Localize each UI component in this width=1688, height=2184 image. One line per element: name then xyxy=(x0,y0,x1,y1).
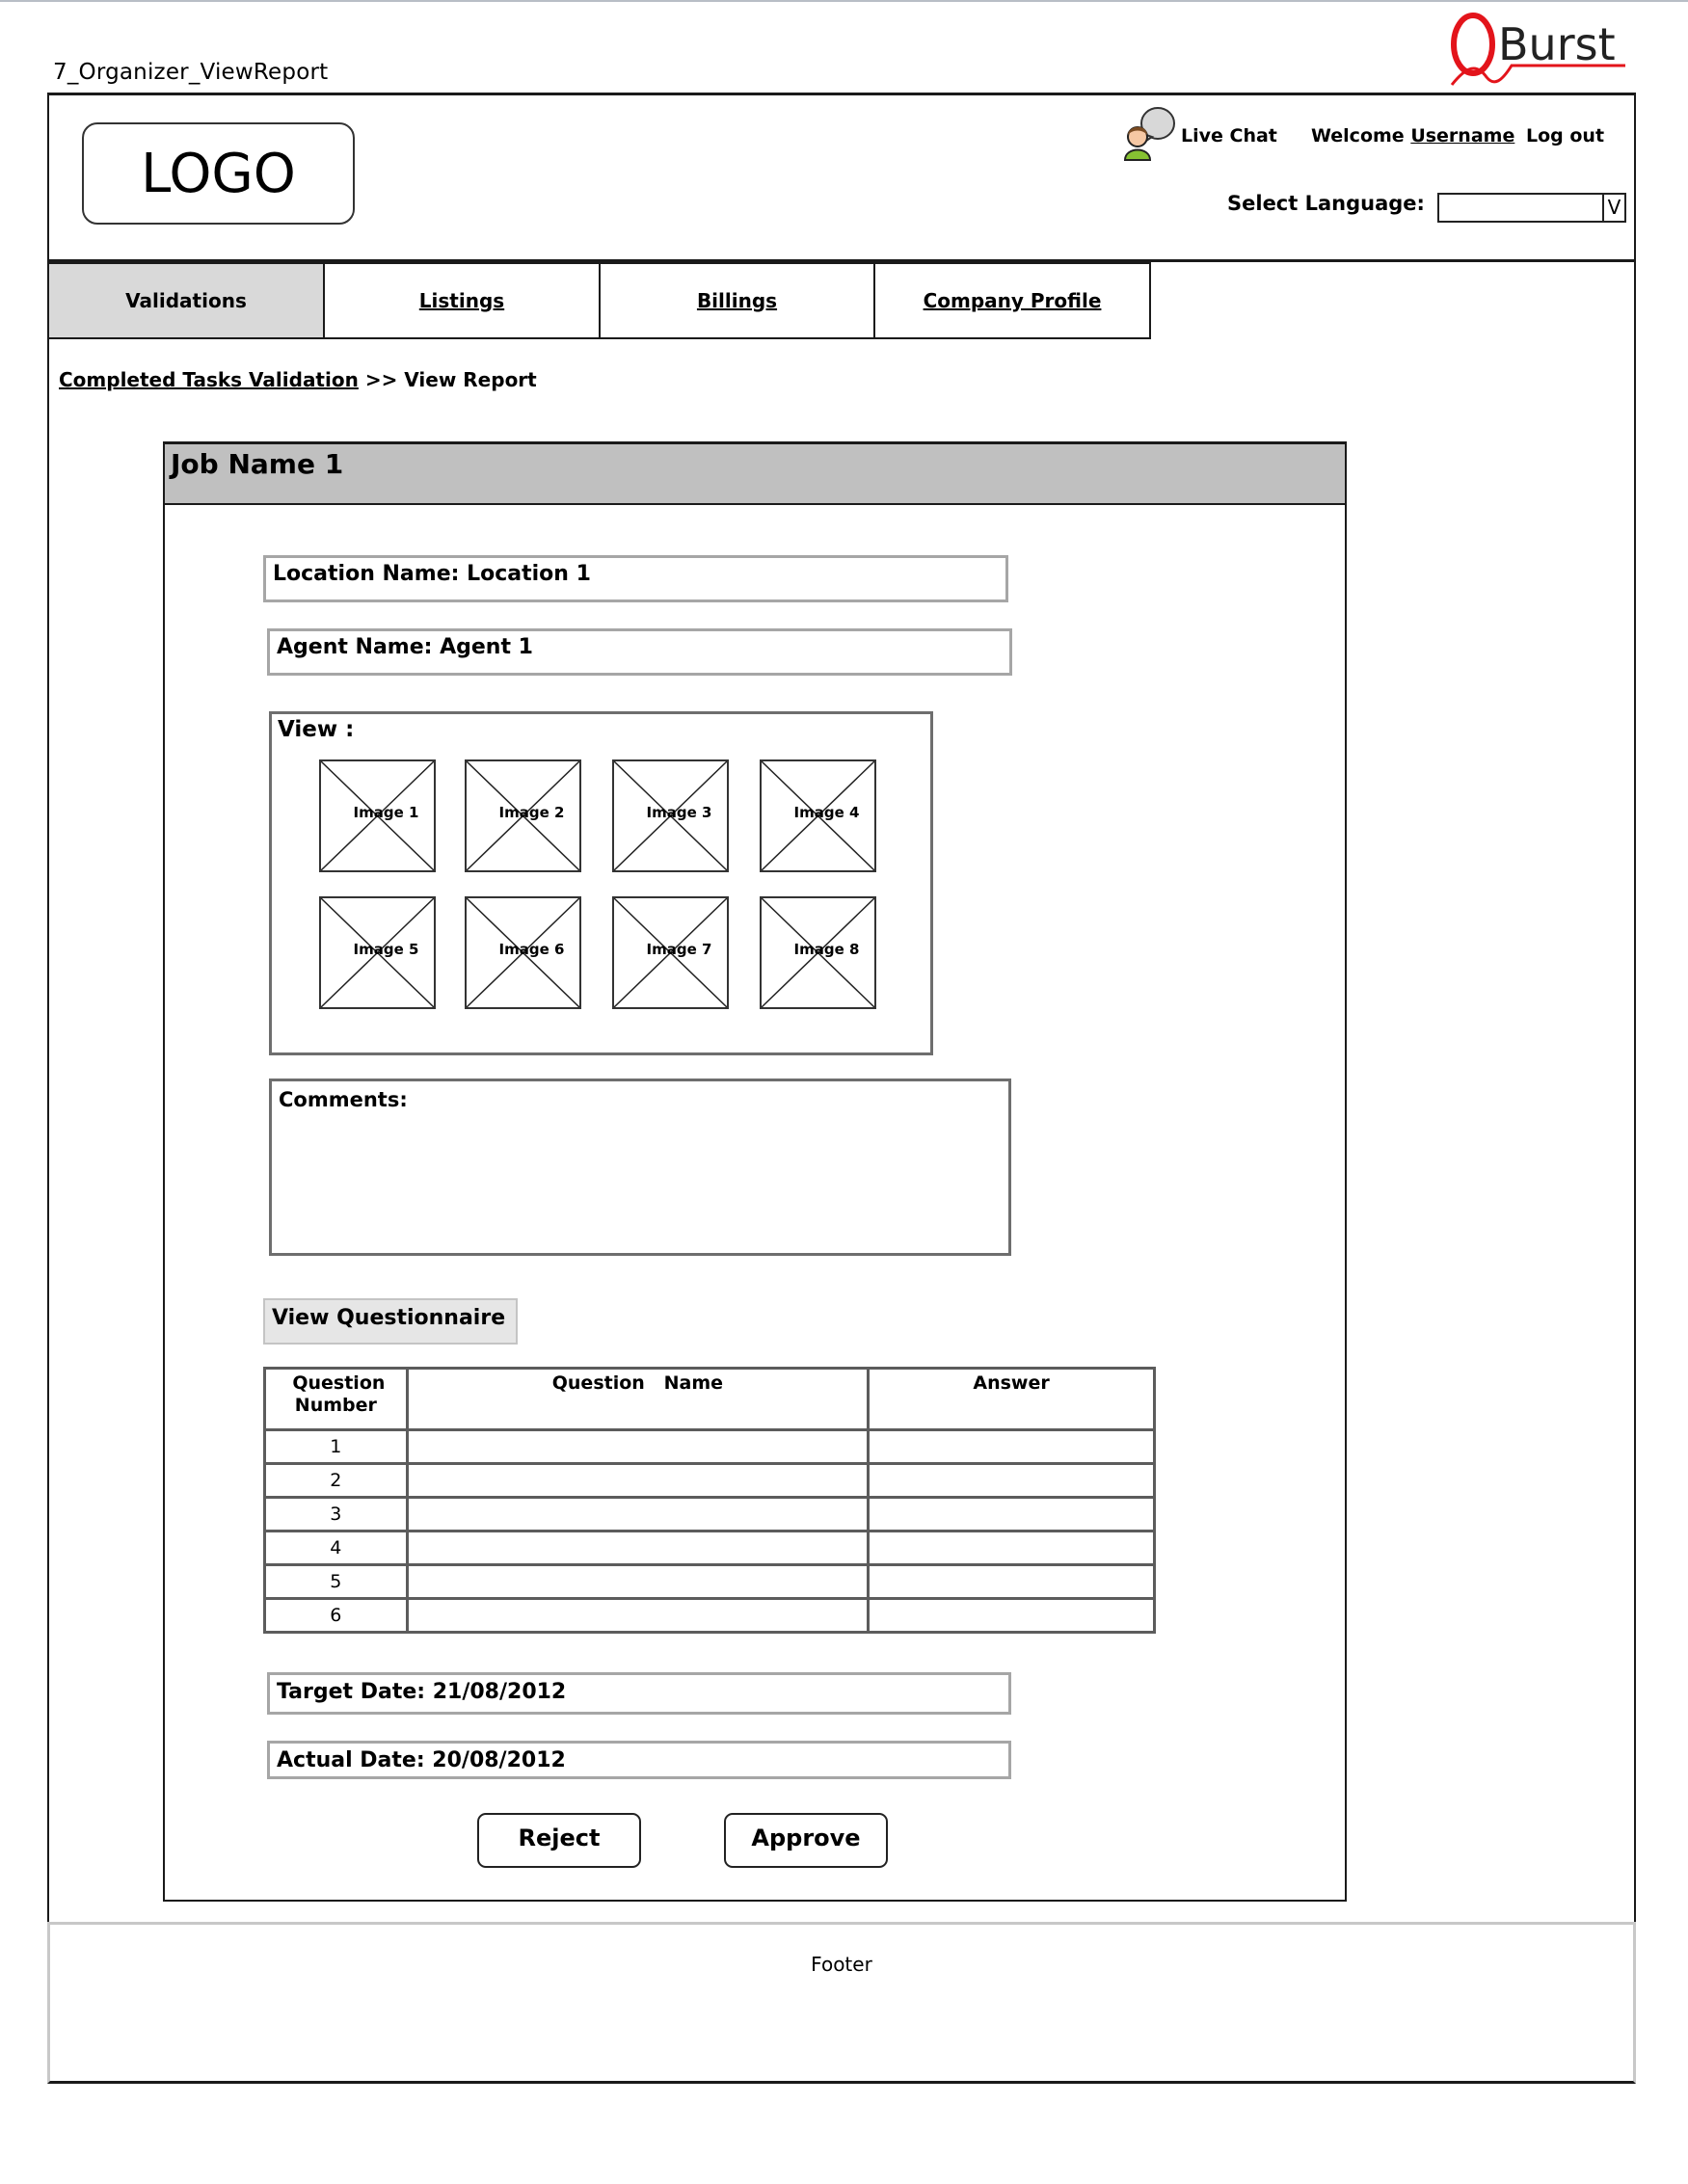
answer-cell xyxy=(869,1430,1155,1464)
question-name-cell xyxy=(407,1430,868,1464)
column-header-answer: Answer xyxy=(869,1369,1155,1430)
actual-date-field: Actual Date: 20/08/2012 xyxy=(267,1741,1011,1779)
table-row xyxy=(265,1498,1155,1531)
image-placeholder-3[interactable] xyxy=(612,759,729,872)
image-placeholder-8[interactable] xyxy=(760,896,876,1009)
comments-box[interactable] xyxy=(269,1079,1011,1256)
tab-label: Listings xyxy=(418,289,505,312)
image-placeholder-4[interactable] xyxy=(760,759,876,872)
tab-company-profile[interactable] xyxy=(873,262,1151,339)
breadcrumb xyxy=(59,368,537,391)
question-name-cell xyxy=(407,1464,868,1498)
agent-name-field: Agent Name: Agent 1 xyxy=(267,628,1012,676)
answer-cell xyxy=(869,1464,1155,1498)
answer-cell xyxy=(869,1599,1155,1633)
table-row xyxy=(265,1531,1155,1565)
question-number-cell: 5 xyxy=(265,1565,408,1599)
tab-label: Company Profile xyxy=(923,289,1102,312)
table-row xyxy=(265,1430,1155,1464)
dropdown-arrow-icon[interactable]: V xyxy=(1602,195,1624,221)
image-caption: Image 5 xyxy=(353,941,419,958)
image-placeholder-5[interactable] xyxy=(319,896,436,1009)
comments-label: Comments: xyxy=(279,1088,408,1111)
live-chat-icon[interactable] xyxy=(1121,106,1179,164)
svg-text:Burst: Burst xyxy=(1498,18,1616,70)
target-date-field: Target Date: 21/08/2012 xyxy=(267,1672,1011,1715)
username-link[interactable]: Username xyxy=(1410,125,1515,146)
welcome-user xyxy=(1311,125,1514,146)
question-number-cell: 6 xyxy=(265,1599,408,1633)
answer-cell xyxy=(869,1565,1155,1599)
answer-cell xyxy=(869,1531,1155,1565)
live-chat-link[interactable]: Live Chat xyxy=(1181,125,1277,146)
image-caption: Image 1 xyxy=(353,804,419,821)
question-number-cell: 3 xyxy=(265,1498,408,1531)
image-caption: Image 6 xyxy=(498,941,565,958)
image-caption: Image 3 xyxy=(646,804,712,821)
table-header-row xyxy=(265,1369,1155,1430)
column-header-question-number xyxy=(265,1369,408,1430)
qburst-logo-icon xyxy=(1448,8,1631,89)
top-border-line xyxy=(0,0,1688,2)
approve-button[interactable]: Approve xyxy=(724,1813,888,1868)
footer xyxy=(47,1922,1636,2084)
page-title: 7_Organizer_ViewReport xyxy=(53,60,329,85)
tab-label: Validations xyxy=(125,289,247,312)
image-placeholder-6[interactable] xyxy=(465,896,581,1009)
job-title: Job Name 1 xyxy=(163,441,1347,505)
image-caption: Image 8 xyxy=(793,941,860,958)
header-label: Question Number xyxy=(292,1372,386,1416)
answer-cell xyxy=(869,1498,1155,1531)
question-number-cell: 2 xyxy=(265,1464,408,1498)
questionnaire-table xyxy=(263,1367,1156,1634)
image-caption: Image 2 xyxy=(498,804,565,821)
logout-link[interactable]: Log out xyxy=(1526,125,1605,146)
reject-button[interactable]: Reject xyxy=(477,1813,641,1868)
question-name-cell xyxy=(407,1599,868,1633)
tab-validations[interactable] xyxy=(47,262,325,339)
welcome-prefix: Welcome xyxy=(1311,125,1405,146)
table-row xyxy=(265,1599,1155,1633)
question-name-cell xyxy=(407,1565,868,1599)
image-placeholder-7[interactable] xyxy=(612,896,729,1009)
tab-label: Billings xyxy=(696,289,778,312)
view-questionnaire-button[interactable]: View Questionnaire xyxy=(263,1298,518,1345)
question-name-cell xyxy=(407,1498,868,1531)
image-caption: Image 4 xyxy=(793,804,860,821)
column-header-question-name: Question Name xyxy=(407,1369,868,1430)
footer-text: Footer xyxy=(811,1953,872,1976)
table-row xyxy=(265,1464,1155,1498)
image-caption: Image 7 xyxy=(646,941,712,958)
question-name-cell xyxy=(407,1531,868,1565)
logo-text: LOGO xyxy=(141,142,296,205)
breadcrumb-current: View Report xyxy=(404,368,537,391)
question-number-cell: 4 xyxy=(265,1531,408,1565)
select-language-label: Select Language: xyxy=(1227,192,1425,215)
tab-listings[interactable] xyxy=(323,262,601,339)
location-name-field: Location Name: Location 1 xyxy=(263,555,1008,602)
tab-billings[interactable] xyxy=(599,262,875,339)
table-row xyxy=(265,1565,1155,1599)
language-select[interactable] xyxy=(1437,193,1626,223)
image-placeholder-1[interactable] xyxy=(319,759,436,872)
breadcrumb-completed-tasks-validation[interactable]: Completed Tasks Validation xyxy=(59,368,359,391)
qburst-logo xyxy=(1448,8,1631,89)
image-placeholder-2[interactable] xyxy=(465,759,581,872)
breadcrumb-separator: >> xyxy=(364,368,398,391)
view-label: View : xyxy=(278,717,355,742)
logo xyxy=(82,122,355,225)
question-number-cell: 1 xyxy=(265,1430,408,1464)
